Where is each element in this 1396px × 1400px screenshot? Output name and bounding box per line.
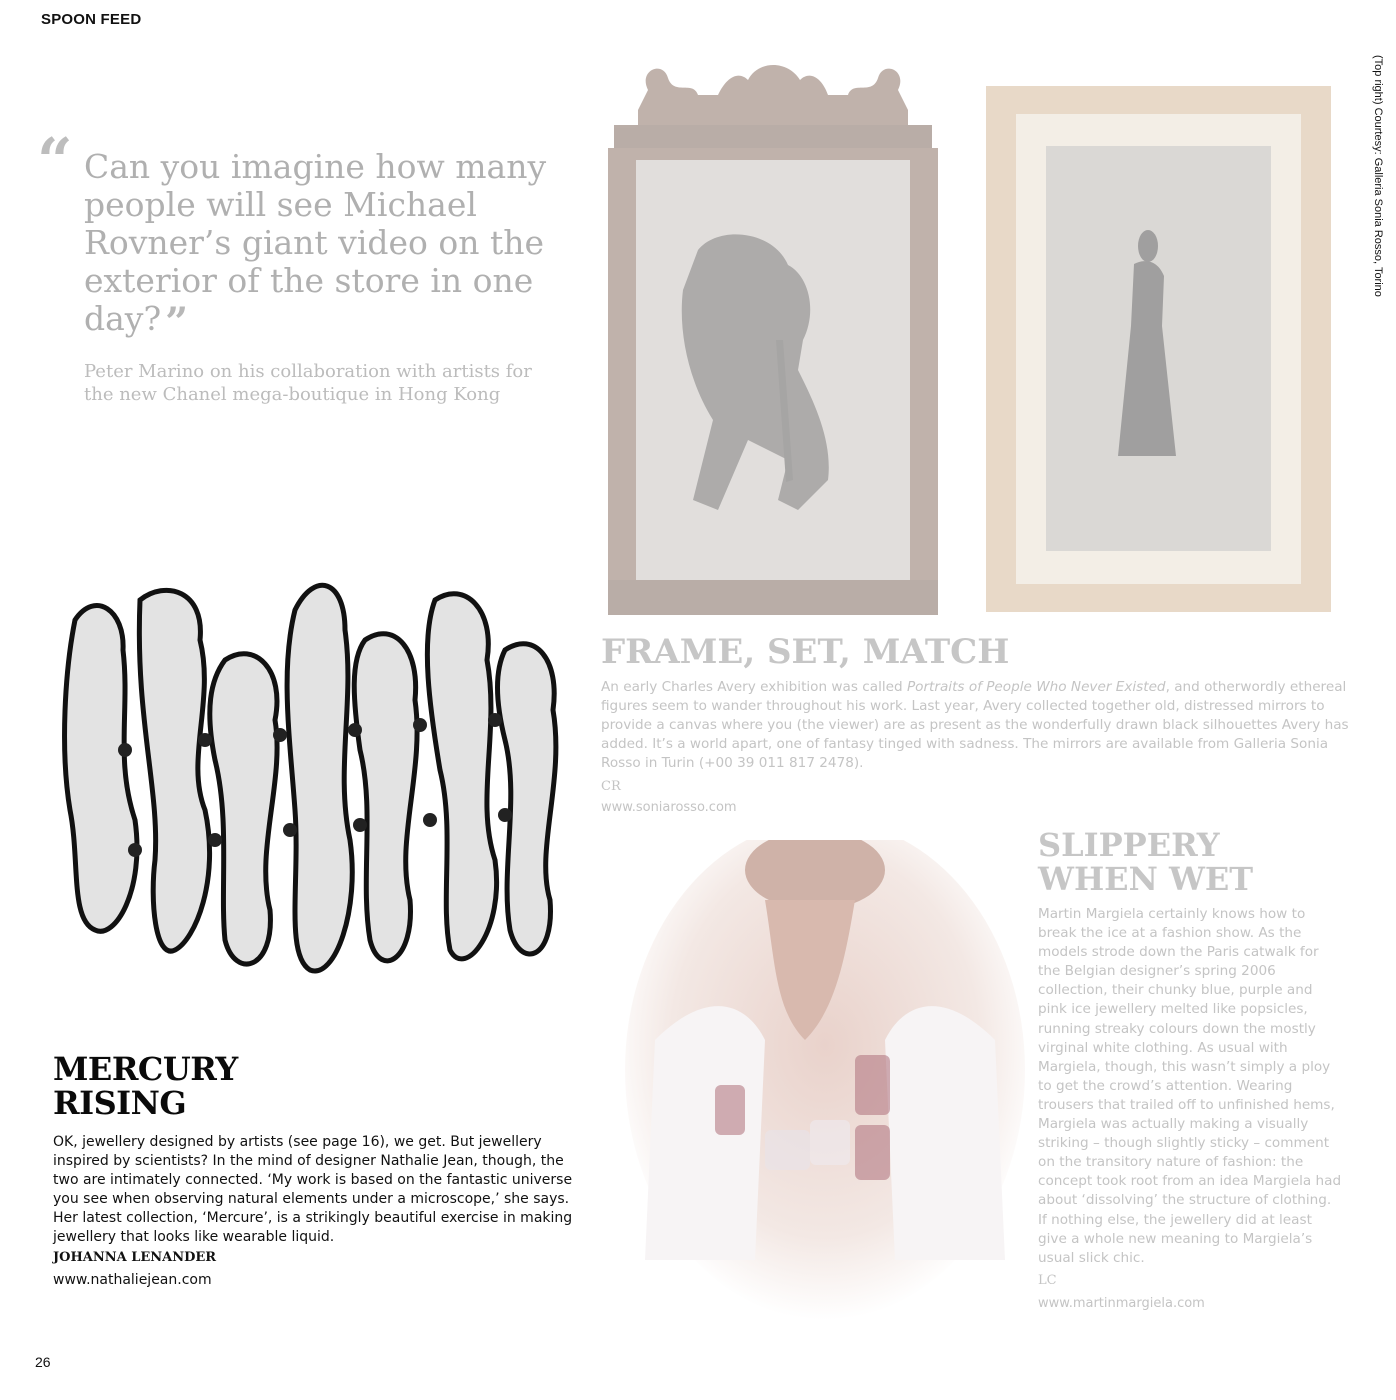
slippery-body: Martin Margiela certainly knows how to break the ice at a fashion show. As the models strode down the Paris catwalk for the Belgian designer’s spring 2006 collection, their chunky blue, purple and pink ice jewellery melted like popsicles, running streaky colours down the mostly virginal white clothing. As usual with Margiela, though, this wasn’t simply a ploy to get the crowd’s attention. Wearing trousers that trailed off to unfinished hems, Margiela was actually making a visually striking – though slightly sticky – comment on the transitory nature of fashion: the concept took root from an idea Margiela had about ‘dissolving’ the structure of clothing. If nothing else, the jewellery did at least give a whole new meaning to Margiela’s usual slick chic. [1038, 906, 1342, 1266]
mercury-headline-line1: MERCURY [53, 1050, 238, 1088]
mercury-body: OK, jewellery designed by artists (see page 16), we get. But jewellery inspired by scientists? In the mind of designer Nathalie Jean, though, the two are intimately connected. ‘My work is based on the fantastic universe you see when observing natural elements under a microscope,’ she says. Her latest collection, ‘Mercure’, is a strikingly beautiful exercise in making jewellery that looks like wearable liquid. [53, 1134, 573, 1245]
mirror-artwork-standing-woman [986, 86, 1331, 612]
ice-necklace-photo [615, 840, 1035, 1330]
photo-credit-text: (Top right) Courtesy: Galleria Sonia Rosso, Torino [1372, 55, 1384, 297]
frame-body-part1: An early Charles Avery exhibition was called [601, 679, 907, 695]
section-tag: SPOON FEED [41, 11, 142, 28]
close-quote-mark: ” [165, 299, 189, 346]
pull-quote-text: Can you imagine how many people will see Michael Rovner’s giant video on the exterior of the store in one day? [84, 147, 547, 338]
pull-quote [84, 147, 614, 346]
page-number: 26 [35, 1354, 51, 1370]
slippery-headline-line1: SLIPPERY [1038, 826, 1220, 864]
mirror-artwork-seated-figure [608, 40, 938, 615]
mercury-byline: JOHANNA LENANDER [53, 1250, 217, 1265]
frame-set-match-headline: FRAME, SET, MATCH [601, 632, 1010, 672]
slippery-headline-line2: WHEN WET [1038, 860, 1254, 898]
mercury-bracelet-photo [55, 560, 575, 1010]
frame-body-part2: , and otherwordly ethereal figures seem to wander throughout his work. Last year, Avery collected together old, distressed mirrors to provide a canvas where you (the viewer) are as present as the wonderfully drawn black silhouettes Avery has added. It’s a world apart, one of fantasy tinged with sadness. The mirrors are available from Galleria Sonia Rosso in Turin (+00 39 011 817 2478). [601, 679, 1349, 771]
frame-set-match-initials: CR [601, 779, 621, 794]
mercury-headline-line2: RISING [53, 1084, 187, 1122]
photo-credit [1362, 55, 1392, 295]
frame-set-match-url[interactable]: www.soniarosso.com [601, 800, 737, 815]
open-quote-mark: “ [37, 124, 73, 197]
slippery-headline [1038, 828, 1338, 896]
quote-attribution: Peter Marino on his collaboration with artists for the new Chanel mega-boutique in Hong Kong [84, 361, 532, 405]
mercury-url[interactable]: www.nathaliejean.com [53, 1272, 212, 1288]
frame-body-italic-title: Portraits of People Who Never Existed [906, 679, 1166, 695]
frame-set-match-body [601, 678, 1351, 773]
slippery-url[interactable]: www.martinmargiela.com [1038, 1296, 1205, 1311]
slippery-initials: LC [1038, 1273, 1057, 1288]
mercury-headline [53, 1052, 238, 1120]
